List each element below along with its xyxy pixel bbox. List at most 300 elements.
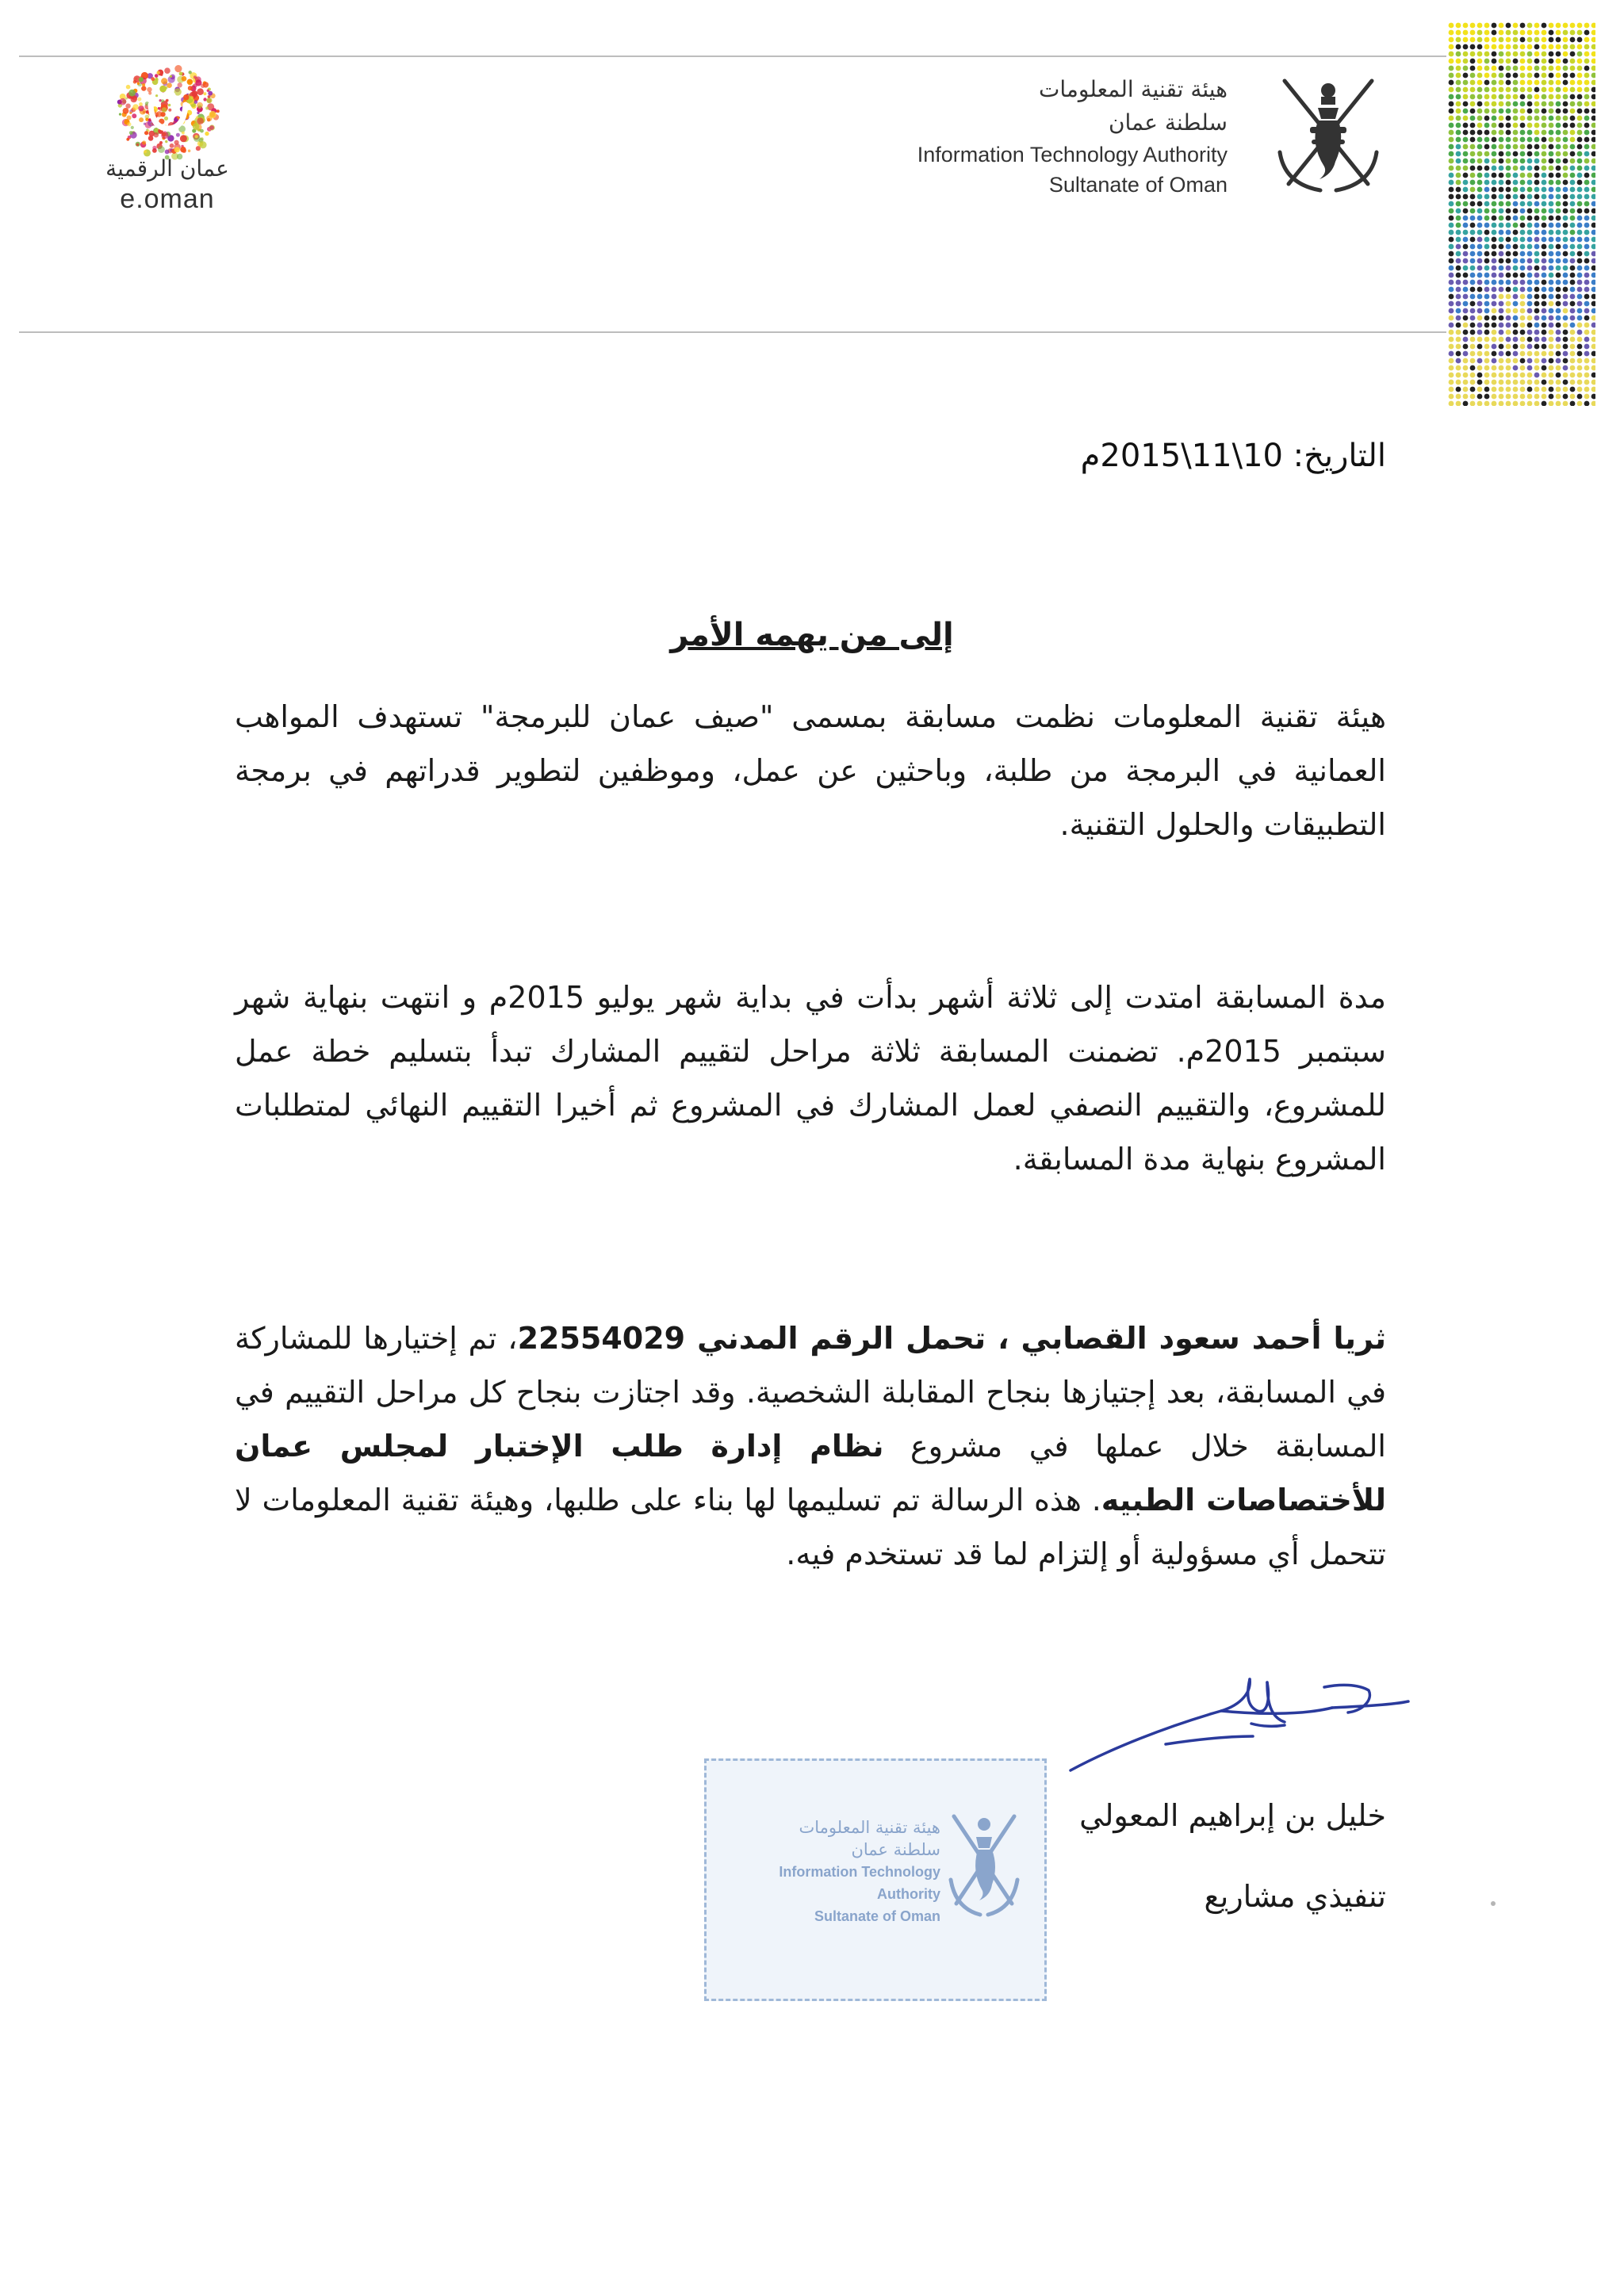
eoman-logo-dot bbox=[195, 135, 198, 138]
mosaic-dot bbox=[1570, 237, 1576, 243]
eoman-logo-dot bbox=[125, 104, 130, 109]
mosaic-dot bbox=[1556, 137, 1561, 143]
mosaic-dot bbox=[1456, 323, 1461, 328]
mosaic-dot bbox=[1570, 59, 1576, 64]
mosaic-dot bbox=[1470, 280, 1476, 285]
mosaic-dot bbox=[1470, 137, 1476, 143]
mosaic-dot bbox=[1456, 294, 1461, 300]
mosaic-dot bbox=[1492, 294, 1497, 300]
stamp-name-en: Information Technology Authority bbox=[779, 1864, 940, 1902]
mosaic-dot bbox=[1534, 251, 1540, 257]
mosaic-dot bbox=[1499, 30, 1504, 36]
mosaic-dot bbox=[1556, 323, 1561, 328]
mosaic-dot bbox=[1534, 209, 1540, 214]
mosaic-dot bbox=[1456, 358, 1461, 364]
eoman-logo-dot bbox=[161, 99, 164, 102]
mosaic-dot bbox=[1470, 237, 1476, 243]
mosaic-dot bbox=[1477, 387, 1483, 392]
mosaic-dot bbox=[1484, 230, 1490, 235]
mosaic-dot bbox=[1484, 365, 1490, 371]
mosaic-dot bbox=[1499, 80, 1504, 86]
mosaic-dot bbox=[1527, 187, 1533, 193]
eoman-logo-dot bbox=[119, 113, 121, 116]
mosaic-dot bbox=[1542, 387, 1547, 392]
mosaic-dot bbox=[1506, 59, 1511, 64]
mosaic-dot bbox=[1520, 251, 1526, 257]
mosaic-dot bbox=[1506, 401, 1511, 406]
mosaic-dot bbox=[1534, 287, 1540, 293]
mosaic-dot bbox=[1577, 44, 1583, 50]
mosaic-dot bbox=[1584, 194, 1590, 200]
mosaic-dot bbox=[1492, 373, 1497, 378]
mosaic-dot bbox=[1556, 209, 1561, 214]
mosaic-dot bbox=[1563, 44, 1568, 50]
mosaic-dot bbox=[1470, 180, 1476, 186]
mosaic-dot bbox=[1492, 351, 1497, 357]
mosaic-dot bbox=[1591, 173, 1595, 178]
mosaic-dot bbox=[1456, 337, 1461, 342]
mosaic-dot bbox=[1506, 109, 1511, 114]
mosaic-dot bbox=[1591, 94, 1595, 100]
mosaic-dot bbox=[1477, 116, 1483, 121]
mosaic-dot bbox=[1556, 166, 1561, 171]
mosaic-dot bbox=[1520, 394, 1526, 400]
mosaic-dot bbox=[1527, 401, 1533, 406]
mosaic-dot bbox=[1477, 87, 1483, 93]
mosaic-dot bbox=[1463, 251, 1469, 257]
mosaic-dot bbox=[1492, 52, 1497, 57]
mosaic-dot bbox=[1584, 244, 1590, 250]
mosaic-dot bbox=[1499, 87, 1504, 93]
mosaic-dot bbox=[1591, 87, 1595, 93]
mosaic-dot bbox=[1513, 358, 1519, 364]
mosaic-dot bbox=[1520, 151, 1526, 157]
mosaic-dot bbox=[1563, 316, 1568, 321]
mosaic-dot bbox=[1492, 394, 1497, 400]
mosaic-dot bbox=[1577, 173, 1583, 178]
mosaic-dot bbox=[1449, 44, 1454, 50]
mosaic-dot bbox=[1449, 137, 1454, 143]
mosaic-dot bbox=[1520, 230, 1526, 235]
mosaic-dot bbox=[1470, 287, 1476, 293]
mosaic-dot bbox=[1470, 223, 1476, 228]
eoman-logo-dot bbox=[168, 109, 171, 112]
official-stamp bbox=[704, 1758, 1047, 2001]
mosaic-dot bbox=[1563, 30, 1568, 36]
mosaic-dot bbox=[1542, 44, 1547, 50]
mosaic-dot bbox=[1591, 380, 1595, 385]
mosaic-dot bbox=[1513, 323, 1519, 328]
mosaic-dot bbox=[1527, 344, 1533, 350]
mosaic-dot bbox=[1484, 130, 1490, 136]
mosaic-dot bbox=[1556, 123, 1561, 128]
mosaic-dot bbox=[1520, 223, 1526, 228]
mosaic-dot bbox=[1534, 387, 1540, 392]
mosaic-dot bbox=[1534, 144, 1540, 150]
mosaic-dot bbox=[1542, 308, 1547, 314]
mosaic-dot bbox=[1492, 251, 1497, 257]
mosaic-dot bbox=[1563, 80, 1568, 86]
mosaic-dot bbox=[1577, 109, 1583, 114]
mosaic-dot bbox=[1463, 344, 1469, 350]
mosaic-dot bbox=[1570, 173, 1576, 178]
eoman-logo-dot bbox=[216, 109, 220, 113]
mosaic-dot bbox=[1563, 308, 1568, 314]
mosaic-dot bbox=[1470, 401, 1476, 406]
mosaic-dot bbox=[1492, 308, 1497, 314]
mosaic-dot bbox=[1577, 144, 1583, 150]
mosaic-dot bbox=[1506, 52, 1511, 57]
mosaic-dot bbox=[1513, 280, 1519, 285]
mosaic-dot bbox=[1563, 294, 1568, 300]
mosaic-dot bbox=[1577, 266, 1583, 271]
mosaic-dot bbox=[1556, 159, 1561, 164]
mosaic-dot bbox=[1584, 251, 1590, 257]
mosaic-dot bbox=[1556, 258, 1561, 264]
mosaic-dot bbox=[1577, 280, 1583, 285]
mosaic-dot bbox=[1470, 59, 1476, 64]
mosaic-dot bbox=[1520, 244, 1526, 250]
mosaic-dot bbox=[1463, 130, 1469, 136]
mosaic-dot bbox=[1477, 244, 1483, 250]
mosaic-dot bbox=[1563, 101, 1568, 107]
mosaic-dot bbox=[1591, 187, 1595, 193]
mosaic-dot bbox=[1456, 123, 1461, 128]
mosaic-dot bbox=[1556, 308, 1561, 314]
mosaic-dot bbox=[1456, 301, 1461, 307]
mosaic-dot bbox=[1513, 137, 1519, 143]
mosaic-dot bbox=[1577, 230, 1583, 235]
mosaic-dot bbox=[1520, 80, 1526, 86]
mosaic-dot bbox=[1534, 187, 1540, 193]
mosaic-dot bbox=[1492, 401, 1497, 406]
mosaic-dot bbox=[1570, 187, 1576, 193]
mosaic-dot bbox=[1527, 180, 1533, 186]
mosaic-dot bbox=[1456, 280, 1461, 285]
mosaic-dot bbox=[1492, 380, 1497, 385]
mosaic-dot bbox=[1463, 80, 1469, 86]
mosaic-dot bbox=[1499, 365, 1504, 371]
mosaic-dot bbox=[1492, 151, 1497, 157]
mosaic-dot bbox=[1534, 365, 1540, 371]
mosaic-dot bbox=[1477, 223, 1483, 228]
handwritten-signature bbox=[1063, 1655, 1411, 1774]
eoman-logo-dot bbox=[174, 117, 178, 122]
mosaic-dot bbox=[1492, 280, 1497, 285]
mosaic-dot bbox=[1570, 401, 1576, 406]
mosaic-dot bbox=[1492, 244, 1497, 250]
mosaic-dot bbox=[1542, 144, 1547, 150]
mosaic-dot bbox=[1591, 230, 1595, 235]
mosaic-dot bbox=[1492, 23, 1497, 29]
mosaic-dot bbox=[1463, 116, 1469, 121]
eoman-logo-dot bbox=[159, 86, 167, 93]
eoman-logo-dot bbox=[180, 147, 186, 152]
mosaic-dot bbox=[1542, 365, 1547, 371]
mosaic-dot bbox=[1506, 44, 1511, 50]
mosaic-dot bbox=[1527, 59, 1533, 64]
mosaic-dot bbox=[1542, 173, 1547, 178]
mosaic-dot bbox=[1456, 251, 1461, 257]
eoman-logo-dot bbox=[142, 83, 145, 86]
mosaic-dot bbox=[1513, 194, 1519, 200]
eoman-logo-dot bbox=[197, 88, 204, 95]
mosaic-dot bbox=[1492, 109, 1497, 114]
mosaic-dot bbox=[1570, 130, 1576, 136]
mosaic-dot bbox=[1549, 394, 1554, 400]
mosaic-dot bbox=[1449, 116, 1454, 121]
mosaic-dot bbox=[1542, 30, 1547, 36]
mosaic-dot bbox=[1492, 258, 1497, 264]
mosaic-dot bbox=[1577, 316, 1583, 321]
mosaic-dot bbox=[1563, 201, 1568, 207]
mosaic-dot bbox=[1584, 173, 1590, 178]
mosaic-dot bbox=[1506, 294, 1511, 300]
eoman-logo-dot bbox=[162, 107, 167, 113]
eoman-logo-english: e.oman bbox=[120, 184, 215, 214]
mosaic-dot bbox=[1470, 316, 1476, 321]
mosaic-dot bbox=[1520, 308, 1526, 314]
mosaic-dot bbox=[1499, 109, 1504, 114]
mosaic-dot bbox=[1527, 237, 1533, 243]
mosaic-dot bbox=[1556, 144, 1561, 150]
mosaic-dot bbox=[1556, 109, 1561, 114]
mosaic-dot bbox=[1492, 323, 1497, 328]
mosaic-dot bbox=[1513, 209, 1519, 214]
paragraph-3-part-b: . هذه الرسالة تم تسليمها لها بناء على طلبها، وهيئة تقنية المعلومات لا تتحمل أي مسؤولية أو إلتزام لما قد تستخدم فيه. bbox=[235, 1483, 1386, 1571]
mosaic-dot bbox=[1499, 273, 1504, 278]
mosaic-dot bbox=[1556, 201, 1561, 207]
mosaic-dot bbox=[1527, 30, 1533, 36]
mosaic-dot bbox=[1527, 394, 1533, 400]
mosaic-dot bbox=[1549, 223, 1554, 228]
mosaic-dot bbox=[1513, 266, 1519, 271]
mosaic-dot bbox=[1470, 109, 1476, 114]
mosaic-dot bbox=[1542, 301, 1547, 307]
mosaic-dot bbox=[1506, 87, 1511, 93]
mosaic-dot bbox=[1549, 287, 1554, 293]
mosaic-dot bbox=[1506, 244, 1511, 250]
mosaic-dot bbox=[1477, 44, 1483, 50]
mosaic-dot bbox=[1549, 30, 1554, 36]
mosaic-dot bbox=[1499, 244, 1504, 250]
mosaic-dot bbox=[1577, 337, 1583, 342]
mosaic-dot bbox=[1584, 316, 1590, 321]
mosaic-dot bbox=[1470, 344, 1476, 350]
eoman-logo-dot bbox=[154, 132, 159, 138]
mosaic-dot bbox=[1591, 365, 1595, 371]
mosaic-dot bbox=[1570, 166, 1576, 171]
mosaic-dot bbox=[1463, 237, 1469, 243]
mosaic-dot bbox=[1577, 394, 1583, 400]
mosaic-dot bbox=[1456, 373, 1461, 378]
mosaic-dot bbox=[1470, 209, 1476, 214]
mosaic-dot bbox=[1534, 94, 1540, 100]
mosaic-dot bbox=[1463, 23, 1469, 29]
mosaic-dot bbox=[1520, 330, 1526, 335]
mosaic-dot bbox=[1463, 201, 1469, 207]
mosaic-dot bbox=[1563, 52, 1568, 57]
mosaic-dot bbox=[1577, 201, 1583, 207]
mosaic-dot bbox=[1499, 266, 1504, 271]
mosaic-dot bbox=[1549, 159, 1554, 164]
mosaic-dot bbox=[1456, 30, 1461, 36]
mosaic-dot bbox=[1463, 151, 1469, 157]
mosaic-dot bbox=[1549, 258, 1554, 264]
mosaic-dot bbox=[1577, 187, 1583, 193]
mosaic-dot bbox=[1520, 194, 1526, 200]
mosaic-dot bbox=[1499, 173, 1504, 178]
mosaic-dot bbox=[1449, 94, 1454, 100]
mosaic-dot bbox=[1470, 23, 1476, 29]
mosaic-dot bbox=[1484, 101, 1490, 107]
mosaic-dot bbox=[1570, 337, 1576, 342]
mosaic-dot bbox=[1527, 209, 1533, 214]
mosaic-dot bbox=[1534, 52, 1540, 57]
eoman-logo-dot bbox=[142, 140, 146, 144]
mosaic-dot bbox=[1591, 266, 1595, 271]
mosaic-dot bbox=[1456, 94, 1461, 100]
mosaic-dot bbox=[1513, 373, 1519, 378]
mosaic-dot bbox=[1520, 273, 1526, 278]
mosaic-dot bbox=[1556, 94, 1561, 100]
mosaic-dot bbox=[1591, 308, 1595, 314]
mosaic-dot bbox=[1549, 401, 1554, 406]
mosaic-dot bbox=[1549, 201, 1554, 207]
mosaic-dot bbox=[1534, 30, 1540, 36]
mosaic-dot bbox=[1542, 166, 1547, 171]
mosaic-dot bbox=[1584, 123, 1590, 128]
mosaic-dot bbox=[1591, 280, 1595, 285]
eoman-logo-dot bbox=[141, 86, 146, 90]
mosaic-dot bbox=[1527, 258, 1533, 264]
mosaic-dot bbox=[1513, 244, 1519, 250]
mosaic-dot bbox=[1549, 316, 1554, 321]
eoman-logo-dot bbox=[208, 95, 211, 98]
mosaic-dot bbox=[1549, 251, 1554, 257]
mosaic-dot bbox=[1584, 59, 1590, 64]
mosaic-dot bbox=[1520, 373, 1526, 378]
mosaic-dot bbox=[1570, 244, 1576, 250]
mosaic-dot bbox=[1549, 101, 1554, 107]
mosaic-dot bbox=[1470, 187, 1476, 193]
mosaic-dot bbox=[1542, 380, 1547, 385]
mosaic-dot bbox=[1520, 166, 1526, 171]
mosaic-dot bbox=[1492, 358, 1497, 364]
mosaic-dot bbox=[1513, 23, 1519, 29]
mosaic-dot bbox=[1477, 394, 1483, 400]
mosaic-dot bbox=[1470, 323, 1476, 328]
mosaic-dot bbox=[1591, 251, 1595, 257]
mosaic-dot bbox=[1556, 44, 1561, 50]
mosaic-dot bbox=[1527, 130, 1533, 136]
mosaic-dot bbox=[1470, 266, 1476, 271]
mosaic-dot bbox=[1456, 59, 1461, 64]
mosaic-dot bbox=[1520, 87, 1526, 93]
eoman-logo-dot bbox=[138, 105, 144, 111]
mosaic-dot bbox=[1449, 166, 1454, 171]
mosaic-dot bbox=[1449, 280, 1454, 285]
mosaic-dot bbox=[1492, 344, 1497, 350]
mosaic-dot bbox=[1484, 180, 1490, 186]
mosaic-dot bbox=[1527, 44, 1533, 50]
mosaic-dot bbox=[1534, 166, 1540, 171]
mosaic-dot bbox=[1542, 87, 1547, 93]
mosaic-dot bbox=[1456, 173, 1461, 178]
mosaic-dot bbox=[1542, 230, 1547, 235]
mosaic-dot bbox=[1527, 73, 1533, 78]
mosaic-dot bbox=[1563, 144, 1568, 150]
mosaic-dot bbox=[1584, 52, 1590, 57]
mosaic-dot bbox=[1449, 401, 1454, 406]
mosaic-dot bbox=[1542, 52, 1547, 57]
mosaic-dot bbox=[1591, 80, 1595, 86]
mosaic-dot bbox=[1549, 280, 1554, 285]
mosaic-dot bbox=[1556, 373, 1561, 378]
mosaic-dot bbox=[1542, 159, 1547, 164]
mosaic-dot bbox=[1570, 137, 1576, 143]
mosaic-dot bbox=[1456, 394, 1461, 400]
mosaic-dot bbox=[1463, 44, 1469, 50]
mosaic-dot bbox=[1463, 401, 1469, 406]
mosaic-dot bbox=[1513, 87, 1519, 93]
mosaic-dot bbox=[1584, 23, 1590, 29]
mosaic-dot bbox=[1506, 266, 1511, 271]
mosaic-dot bbox=[1520, 137, 1526, 143]
mosaic-dot bbox=[1470, 52, 1476, 57]
mosaic-dot bbox=[1570, 87, 1576, 93]
mosaic-dot bbox=[1520, 358, 1526, 364]
mosaic-dot bbox=[1570, 323, 1576, 328]
mosaic-dot bbox=[1584, 116, 1590, 121]
mosaic-dot bbox=[1534, 394, 1540, 400]
mosaic-dot bbox=[1463, 159, 1469, 164]
mosaic-dot bbox=[1456, 66, 1461, 71]
mosaic-dot bbox=[1556, 280, 1561, 285]
authority-name-en: Information Technology Authority bbox=[917, 143, 1228, 166]
scan-speck bbox=[1491, 1901, 1496, 1906]
mosaic-dot bbox=[1563, 230, 1568, 235]
mosaic-dot bbox=[1484, 223, 1490, 228]
mosaic-dot bbox=[1449, 244, 1454, 250]
mosaic-dot bbox=[1584, 287, 1590, 293]
mosaic-dot bbox=[1499, 373, 1504, 378]
mosaic-dot bbox=[1534, 151, 1540, 157]
mosaic-dot bbox=[1563, 94, 1568, 100]
mosaic-dot bbox=[1492, 273, 1497, 278]
mosaic-dot bbox=[1499, 130, 1504, 136]
mosaic-dot bbox=[1456, 116, 1461, 121]
mosaic-dot bbox=[1542, 373, 1547, 378]
mosaic-dot bbox=[1534, 180, 1540, 186]
mosaic-dot bbox=[1534, 237, 1540, 243]
mosaic-dot bbox=[1463, 73, 1469, 78]
mosaic-dot bbox=[1470, 337, 1476, 342]
mosaic-dot bbox=[1534, 294, 1540, 300]
mosaic-dot bbox=[1591, 101, 1595, 107]
mosaic-dot bbox=[1570, 365, 1576, 371]
eoman-logo-dot bbox=[182, 76, 187, 82]
mosaic-dot bbox=[1542, 94, 1547, 100]
mosaic-dot bbox=[1591, 137, 1595, 143]
mosaic-dot bbox=[1456, 237, 1461, 243]
mosaic-dot bbox=[1527, 280, 1533, 285]
mosaic-dot bbox=[1556, 87, 1561, 93]
mosaic-dot bbox=[1520, 173, 1526, 178]
mosaic-dot bbox=[1570, 280, 1576, 285]
mosaic-dot bbox=[1499, 308, 1504, 314]
mosaic-dot bbox=[1506, 330, 1511, 335]
